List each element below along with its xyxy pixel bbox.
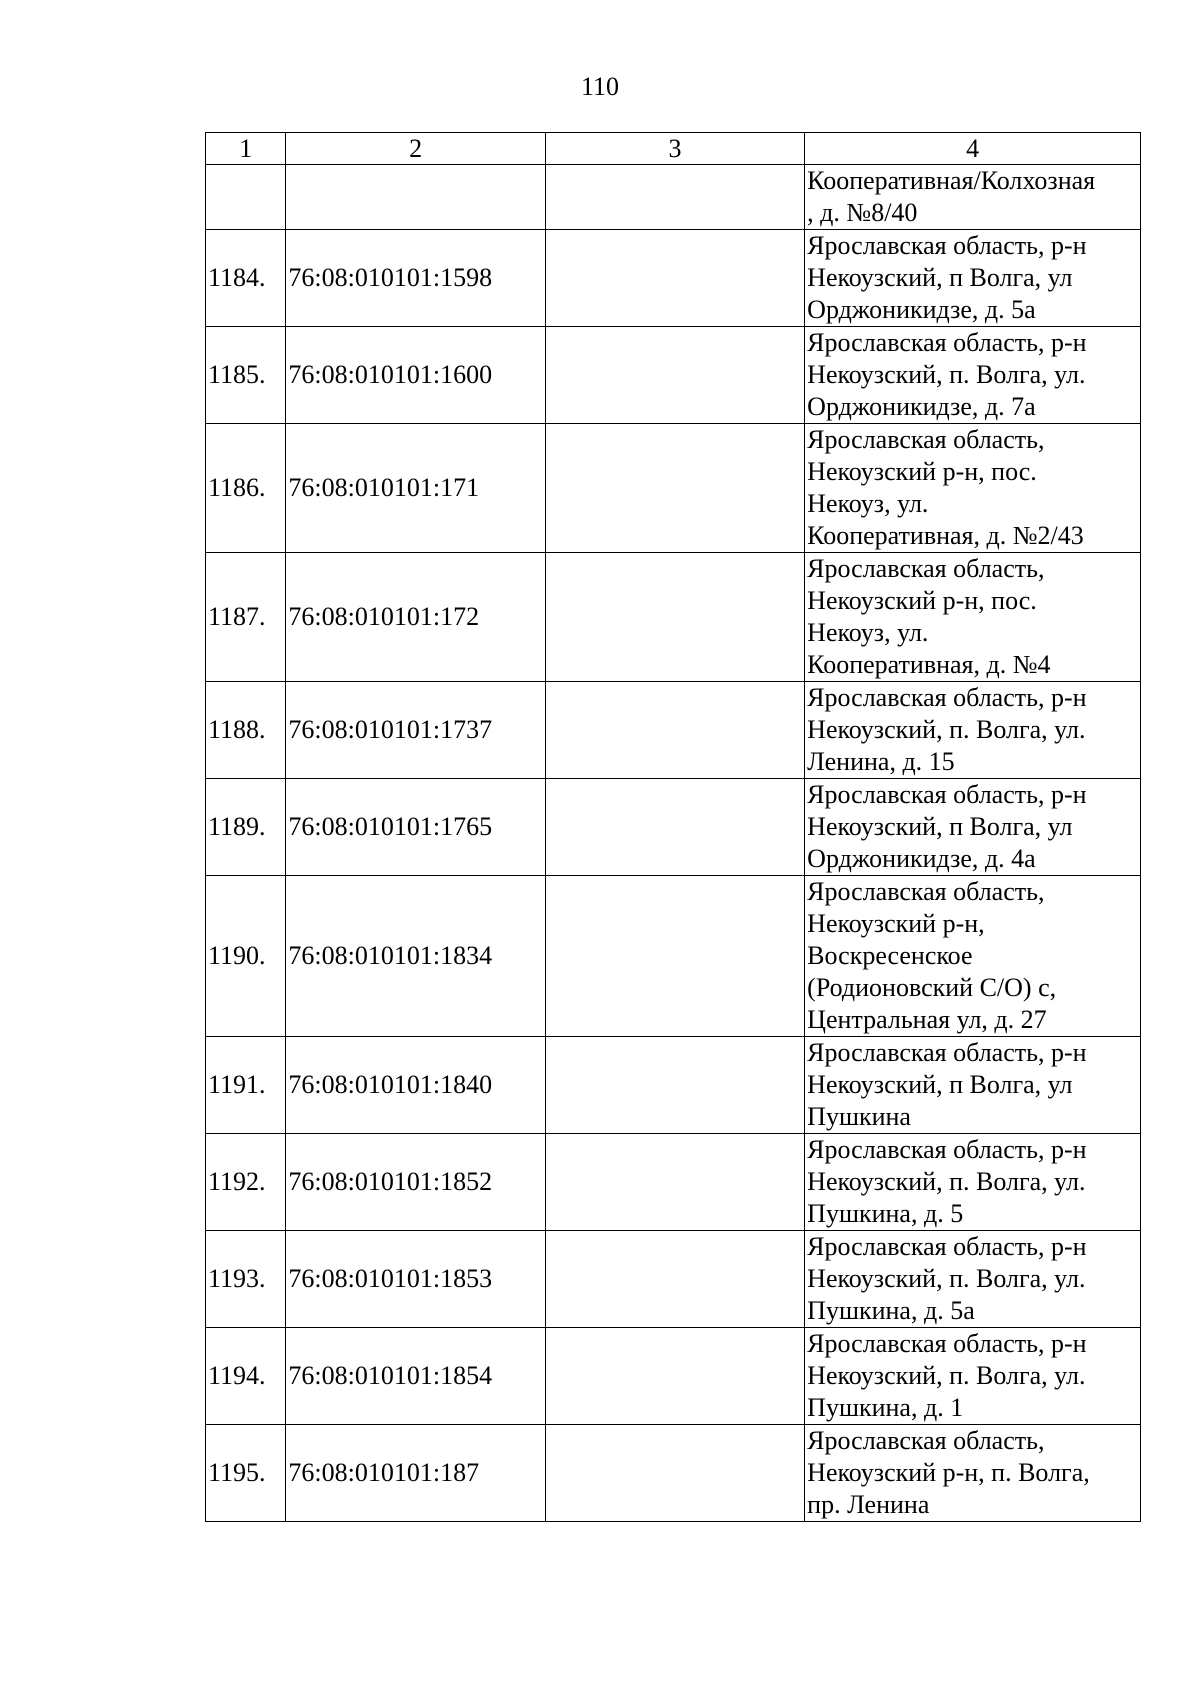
row-number-cell: 1193. [206, 1231, 286, 1328]
table-row [206, 1134, 1141, 1231]
address-line: Ярославская область, р-н [807, 1038, 1087, 1067]
address-line: пр. Ленина [807, 1490, 930, 1519]
cadastral-number-cell: 76:08:010101:1598 [286, 230, 545, 327]
address-line: Ярославская область, р-н [807, 1232, 1087, 1261]
cadastral-number-cell: 76:08:010101:172 [286, 553, 545, 682]
header-col-4: 4 [805, 133, 1141, 165]
address-line: Ярославская область, [807, 1426, 1045, 1455]
address-cell [805, 1231, 1141, 1328]
address-cell [805, 1425, 1141, 1522]
col3-cell [545, 327, 804, 424]
header-col-1: 1 [206, 133, 286, 165]
address-line: Некоузский, п. Волга, ул. [807, 1264, 1086, 1293]
address-line: Кооперативная/Колхозная [807, 166, 1096, 195]
address-line: Ярославская область, р-н [807, 328, 1087, 357]
address-cell [805, 165, 1141, 230]
table-row [206, 553, 1141, 682]
table-row [206, 682, 1141, 779]
address-line: Некоузский, п. Волга, ул. [807, 1361, 1086, 1390]
address-line: Орджоникидзе, д. 7а [807, 392, 1036, 421]
row-number-cell: 1188. [206, 682, 286, 779]
address-line: Ярославская область, [807, 425, 1045, 454]
cadastral-number-cell: 76:08:010101:1852 [286, 1134, 545, 1231]
address-line: Ярославская область, [807, 877, 1045, 906]
col3-cell [545, 682, 804, 779]
col3-cell [545, 1134, 804, 1231]
address-line: Некоузский, п. Волга, ул. [807, 360, 1086, 389]
cadastral-number-cell: 76:08:010101:1853 [286, 1231, 545, 1328]
address-line: Пушкина [807, 1102, 911, 1131]
cadastral-number-cell: 76:08:010101:1765 [286, 779, 545, 876]
address-cell [805, 1328, 1141, 1425]
col3-cell [545, 165, 804, 230]
address-line: Некоузский, п. Волга, ул. [807, 1167, 1086, 1196]
address-line: Ярославская область, [807, 554, 1045, 583]
address-line: Ленина, д. 15 [807, 747, 955, 776]
address-line: Ярославская область, р-н [807, 231, 1087, 260]
address-cell [805, 779, 1141, 876]
address-line: Некоуз, ул. [807, 489, 929, 518]
table-row [206, 779, 1141, 876]
address-line: Ярославская область, р-н [807, 683, 1087, 712]
col3-cell [545, 1037, 804, 1134]
address-line: Пушкина, д. 5 [807, 1199, 964, 1228]
row-number-cell: 1195. [206, 1425, 286, 1522]
address-line: Некоузский р-н, пос. [807, 586, 1037, 615]
address-line: Кооперативная, д. №2/43 [807, 521, 1084, 550]
address-line: Орджоникидзе, д. 5а [807, 295, 1036, 324]
address-line: Некоузский р-н, пос. [807, 457, 1037, 486]
address-cell [805, 327, 1141, 424]
header-col-2: 2 [286, 133, 545, 165]
cadastral-number-cell: 76:08:010101:1834 [286, 876, 545, 1037]
address-line: Пушкина, д. 5а [807, 1296, 975, 1325]
address-line: Воскресенское [807, 941, 973, 970]
cadastral-number-cell: 76:08:010101:1854 [286, 1328, 545, 1425]
address-line: Ярославская область, р-н [807, 780, 1087, 809]
address-line: Некоузский, п Волга, ул [807, 812, 1073, 841]
address-cell [805, 1134, 1141, 1231]
page-number: 110 [580, 72, 620, 101]
header-col-3: 3 [545, 133, 804, 165]
address-cell [805, 230, 1141, 327]
address-line: Некоузский р-н, п. Волга, [807, 1458, 1090, 1487]
table-row [206, 327, 1141, 424]
cadastral-number-cell [286, 165, 545, 230]
cadastral-number-cell: 76:08:010101:1840 [286, 1037, 545, 1134]
address-cell [805, 553, 1141, 682]
cadastral-number-cell: 76:08:010101:1737 [286, 682, 545, 779]
address-line: Некоуз, ул. [807, 618, 929, 647]
address-line: Орджоникидзе, д. 4а [807, 844, 1036, 873]
table-row [206, 876, 1141, 1037]
row-number-cell: 1185. [206, 327, 286, 424]
col3-cell [545, 1328, 804, 1425]
address-line: Некоузский р-н, [807, 909, 985, 938]
row-number-cell: 1184. [206, 230, 286, 327]
table-row [206, 1328, 1141, 1425]
table-row [206, 165, 1141, 230]
address-cell [805, 876, 1141, 1037]
col3-cell [545, 230, 804, 327]
address-line: Некоузский, п Волга, ул [807, 263, 1073, 292]
address-line: , д. №8/40 [807, 198, 918, 227]
address-line: Некоузский, п. Волга, ул. [807, 715, 1086, 744]
address-cell [805, 682, 1141, 779]
table-header-row [206, 133, 1141, 165]
cadastral-number-cell: 76:08:010101:171 [286, 424, 545, 553]
cadastral-number-cell: 76:08:010101:1600 [286, 327, 545, 424]
col3-cell [545, 424, 804, 553]
address-line: Ярославская область, р-н [807, 1329, 1087, 1358]
col3-cell [545, 779, 804, 876]
row-number-cell: 1186. [206, 424, 286, 553]
row-number-cell: 1192. [206, 1134, 286, 1231]
col3-cell [545, 1425, 804, 1522]
row-number-cell: 1189. [206, 779, 286, 876]
address-line: Центральная ул, д. 27 [807, 1005, 1047, 1034]
row-number-cell: 1190. [206, 876, 286, 1037]
row-number-cell [206, 165, 286, 230]
row-number-cell: 1187. [206, 553, 286, 682]
table-row [206, 230, 1141, 327]
row-number-cell: 1194. [206, 1328, 286, 1425]
table-row [206, 424, 1141, 553]
row-number-cell: 1191. [206, 1037, 286, 1134]
address-line: Кооперативная, д. №4 [807, 650, 1051, 679]
table-body [206, 133, 1141, 1522]
address-cell [805, 1037, 1141, 1134]
table-row [206, 1231, 1141, 1328]
table-row [206, 1037, 1141, 1134]
address-cell [805, 424, 1141, 553]
registry-table [205, 132, 1141, 1522]
cadastral-number-cell: 76:08:010101:187 [286, 1425, 545, 1522]
address-line: Ярославская область, р-н [807, 1135, 1087, 1164]
address-line: Некоузский, п Волга, ул [807, 1070, 1073, 1099]
table-row [206, 1425, 1141, 1522]
address-line: Пушкина, д. 1 [807, 1393, 964, 1422]
col3-cell [545, 1231, 804, 1328]
address-line: (Родионовский С/О) с, [807, 973, 1057, 1002]
col3-cell [545, 876, 804, 1037]
col3-cell [545, 553, 804, 682]
